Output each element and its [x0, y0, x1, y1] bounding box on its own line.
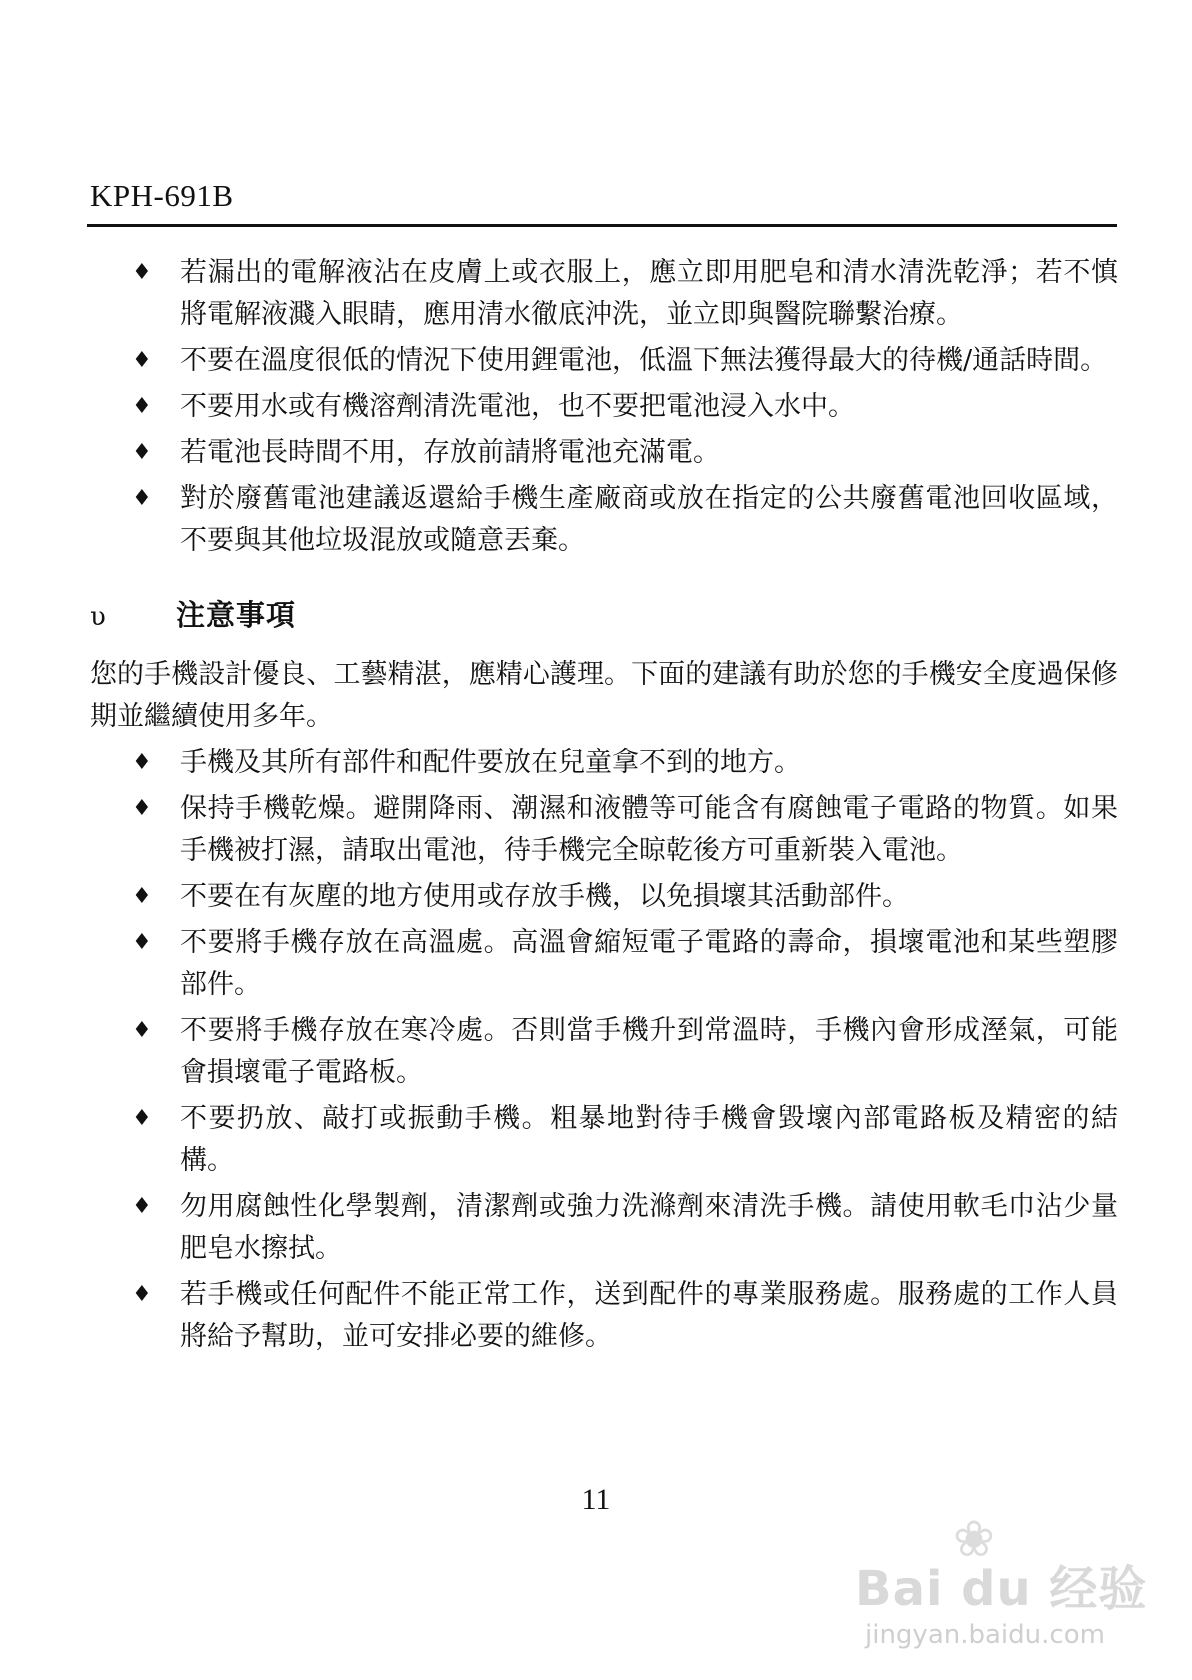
- battery-precautions-list: [90, 252, 1118, 562]
- watermark-url: jingyan.baidu.com: [865, 1620, 1105, 1650]
- list-item-text: 不要在溫度很低的情況下使用鋰電池，低溫下無法獲得最大的待機/通話時間。: [180, 345, 1108, 376]
- header-rule: [87, 224, 1117, 227]
- list-item: [90, 742, 1118, 784]
- diamond-bullet-icon: ♦: [132, 1106, 152, 1131]
- diamond-bullet-icon: ♦: [132, 394, 152, 419]
- list-item-text: 若漏出的電解液沾在皮膚上或衣服上，應立即用肥皂和清水清洗乾淨；若不慎將電解液濺入眼睛，應用清水徹底沖洗，並立即與醫院聯繫治療。: [180, 257, 1118, 330]
- diamond-bullet-icon: ♦: [132, 1018, 152, 1043]
- diamond-bullet-icon: ♦: [132, 348, 152, 373]
- list-item-text: 對於廢舊電池建議返還給手機生產廠商或放在指定的公共廢舊電池回收區域，不要與其他垃圾混放或隨意丟棄。: [180, 483, 1118, 556]
- list-item-text: 不要在有灰塵的地方使用或存放手機，以免損壞其活動部件。: [180, 881, 909, 912]
- paw-icon: ❀: [953, 1510, 995, 1568]
- list-item-text: 勿用腐蝕性化學製劑，清潔劑或強力洗滌劑來清洗手機。請使用軟毛巾沾少量肥皂水擦拭。: [180, 1191, 1118, 1264]
- list-item: [90, 340, 1118, 382]
- list-item-text: 若電池長時間不用，存放前請將電池充滿電。: [180, 437, 720, 468]
- list-item: [90, 922, 1118, 1006]
- diamond-bullet-icon: ♦: [132, 486, 152, 511]
- care-list: [90, 742, 1118, 1358]
- list-item: [90, 1010, 1118, 1094]
- model-name: KPH-691B: [90, 178, 234, 213]
- list-item-text: 不要扔放、敲打或振動手機。粗暴地對待手機會毀壞內部電路板及精密的結構。: [180, 1103, 1118, 1176]
- list-item: [90, 1098, 1118, 1182]
- diamond-bullet-icon: ♦: [132, 1194, 152, 1219]
- page-number: 11: [581, 1483, 611, 1516]
- list-item-text: 不要用水或有機溶劑清洗電池，也不要把電池浸入水中。: [180, 391, 855, 422]
- diamond-bullet-icon: ♦: [132, 884, 152, 909]
- section-intro: 您的手機設計優良、工藝精湛，應精心護理。下面的建議有助於您的手機安全度過保修期並繼續使用多年。: [90, 659, 1118, 732]
- list-item: [90, 876, 1118, 918]
- section-title: 注意事項: [176, 598, 297, 632]
- list-item: [90, 1274, 1118, 1358]
- list-item: [90, 432, 1118, 474]
- list-item: [90, 252, 1118, 336]
- list-item-text: 不要將手機存放在寒冷處。否則當手機升到常溫時，手機內會形成溼氣，可能會損壞電子電路板。: [180, 1015, 1118, 1088]
- list-item: [90, 1186, 1118, 1270]
- list-item-text: 手機及其所有部件和配件要放在兒童拿不到的地方。: [180, 747, 801, 778]
- diamond-bullet-icon: ♦: [132, 440, 152, 465]
- diamond-bullet-icon: ♦: [132, 750, 152, 775]
- list-item-text: 若手機或任何配件不能正常工作，送到配件的專業服務處。服務處的工作人員將給予幫助，並可安排必要的維修。: [180, 1279, 1118, 1352]
- section-heading: [90, 594, 1118, 638]
- page-content: [90, 252, 1118, 1362]
- list-item-text: 不要將手機存放在高溫處。高溫會縮短電子電路的壽命，損壞電池和某些塑膠部件。: [180, 927, 1118, 1000]
- diamond-bullet-icon: ♦: [132, 930, 152, 955]
- diamond-bullet-icon: ♦: [132, 1282, 152, 1307]
- diamond-bullet-icon: ♦: [132, 260, 152, 285]
- list-item: [90, 788, 1118, 872]
- watermark-logo: Bai du 经验: [855, 1561, 1148, 1617]
- diamond-bullet-icon: ♦: [132, 796, 152, 821]
- list-item-text: 保持手機乾燥。避開降雨、潮濕和液體等可能含有腐蝕電子電路的物質。如果手機被打濕，請取出電池，待手機完全晾乾後方可重新裝入電池。: [180, 793, 1118, 866]
- section-marker: υ: [90, 602, 106, 632]
- list-item: [90, 386, 1118, 428]
- list-item: [90, 478, 1118, 562]
- watermark: [855, 1510, 1185, 1675]
